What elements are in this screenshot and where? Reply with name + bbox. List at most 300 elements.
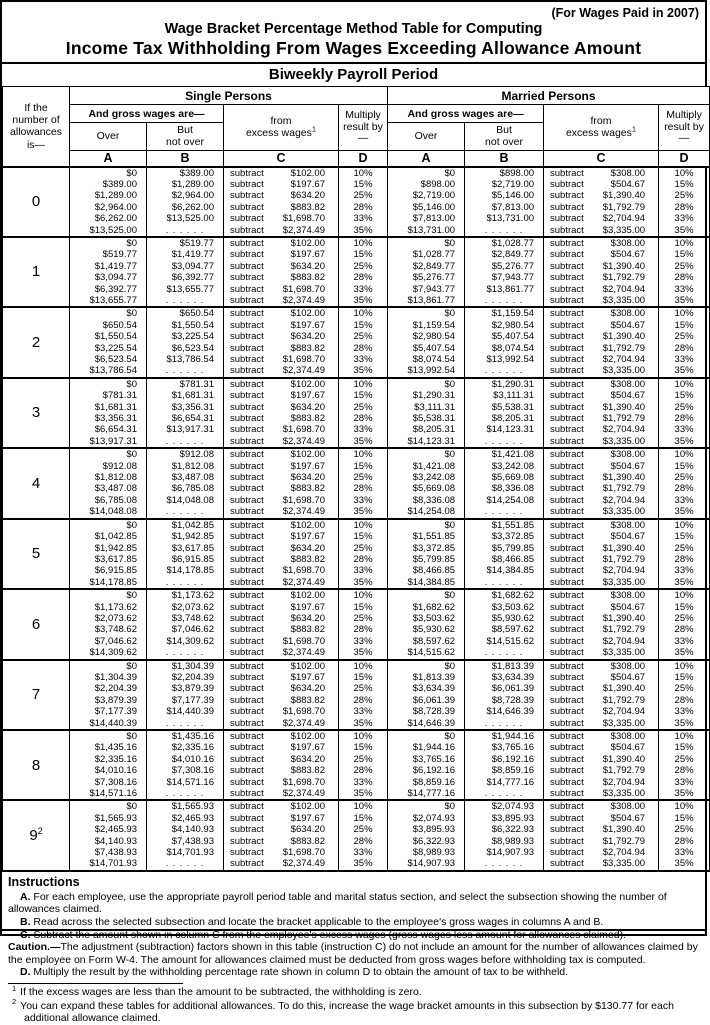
rate-cell: 25% [659, 613, 710, 624]
subtract-amount: $883.82 [290, 765, 325, 777]
over-cell: $1,421.08 [388, 461, 465, 472]
allowance-number: $9^2$ [3, 800, 70, 870]
subtract-cell [224, 754, 339, 765]
subtract-amount: $308.00 [610, 378, 646, 390]
rate-cell: 33% [659, 777, 710, 788]
table-row [3, 836, 710, 847]
rate-cell: 35% [339, 295, 388, 307]
rate-cell: 25% [339, 190, 388, 201]
subtract-cell [224, 225, 339, 237]
over-cell: $14,178.85 [70, 577, 147, 589]
subtract-word: subtract [550, 742, 584, 754]
over-cell: $2,719.00 [388, 190, 465, 201]
rate-cell: 28% [339, 483, 388, 494]
subtract-amount: $1,792.79 [602, 272, 646, 284]
table-row [3, 390, 710, 401]
rate-cell: 10% [339, 237, 388, 249]
not-over-cell: $6,915.85 [147, 554, 224, 565]
table-row [3, 307, 710, 319]
subtract-word: subtract [550, 683, 584, 695]
subtract-cell [544, 565, 659, 576]
subtract-cell [544, 402, 659, 413]
subtract-cell [544, 858, 659, 870]
subtract-amount: $883.82 [290, 342, 325, 354]
subtract-cell [224, 602, 339, 613]
rate-cell: 35% [339, 506, 388, 518]
over-cell: $8,597.62 [388, 636, 465, 647]
not-over-cell: $5,146.00 [465, 190, 544, 201]
subtract-cell [224, 284, 339, 295]
subtract-word: subtract [550, 378, 584, 390]
subtract-amount: $634.20 [290, 542, 325, 554]
subtract-cell [224, 589, 339, 601]
subtract-amount: $634.20 [290, 824, 325, 836]
rate-cell: 25% [339, 543, 388, 554]
subtract-cell [224, 331, 339, 342]
over-cell: $2,465.93 [70, 824, 147, 835]
subtract-amount: $504.67 [610, 601, 646, 613]
over-cell: $0 [388, 589, 465, 601]
subtract-word: subtract [230, 401, 264, 413]
rate-cell: 33% [339, 495, 388, 506]
subtract-word: subtract [230, 531, 264, 543]
table-row [3, 378, 710, 390]
subtract-word: subtract [550, 753, 584, 765]
over-cell: $5,669.08 [388, 483, 465, 494]
subtract-cell [544, 167, 659, 179]
over-cell: $14,440.39 [70, 718, 147, 730]
subtract-word: subtract [550, 765, 584, 777]
not-over-cell: $6,192.16 [465, 754, 544, 765]
subtract-cell [544, 495, 659, 506]
subtract-cell [544, 660, 659, 672]
subtract-word: subtract [550, 590, 584, 602]
rate-cell: 15% [659, 320, 710, 331]
not-over-cell: $650.54 [147, 307, 224, 319]
table-row [3, 660, 710, 672]
not-over-cell: $1,435.16 [147, 730, 224, 742]
subtract-word: subtract [550, 449, 584, 461]
subtract-amount: $504.67 [610, 460, 646, 472]
not-over-cell: $5,669.08 [465, 472, 544, 483]
subtract-word: subtract [230, 647, 264, 659]
not-over-cell: $8,989.93 [465, 836, 544, 847]
subtract-cell [544, 424, 659, 435]
not-over-cell: $6,322.93 [465, 824, 544, 835]
subtract-cell [224, 565, 339, 576]
subtract-cell [544, 378, 659, 390]
subtract-word: subtract [230, 378, 264, 390]
subtract-amount: $102.00 [290, 519, 325, 531]
subtract-cell [224, 636, 339, 647]
not-over-cell: $2,335.16 [147, 742, 224, 753]
subtract-word: subtract [550, 260, 584, 272]
not-over-cell: $1,565.93 [147, 800, 224, 812]
instruction-c-lead: C. [20, 928, 31, 941]
rate-cell: 15% [339, 531, 388, 542]
not-over-line: not over [485, 135, 523, 148]
subtract-word: subtract [550, 635, 584, 647]
subtract-amount: $3,335.00 [602, 647, 646, 659]
allowance-number: 8 [3, 730, 70, 800]
not-over-cell: $8,466.85 [465, 554, 544, 565]
not-over-cell: . . . . . . [147, 365, 224, 377]
over-cell: $14,646.39 [388, 718, 465, 730]
not-over-cell: $5,538.31 [465, 402, 544, 413]
subtract-amount: $102.00 [290, 660, 325, 672]
rate-cell: 28% [339, 202, 388, 213]
subtract-cell [224, 448, 339, 460]
over-cell: $2,074.93 [388, 813, 465, 824]
not-over-cell: $1,681.31 [147, 390, 224, 401]
over-cell: $14,309.62 [70, 647, 147, 659]
subtract-cell [544, 343, 659, 354]
excess-wages-header-single [224, 105, 339, 151]
subtract-word: subtract [230, 424, 264, 436]
not-over-cell: $14,384.85 [465, 565, 544, 576]
table-row [3, 331, 710, 342]
subtract-word: subtract [550, 706, 584, 718]
over-cell: $13,917.31 [70, 436, 147, 448]
rate-cell: 33% [339, 777, 388, 788]
subtract-word: subtract [550, 565, 584, 577]
over-cell: $6,322.93 [388, 836, 465, 847]
subtract-word: subtract [230, 249, 264, 261]
subtract-amount: $504.67 [610, 178, 646, 190]
subtract-amount: $634.20 [290, 472, 325, 484]
rate-cell: 15% [339, 179, 388, 190]
rate-cell: 10% [659, 237, 710, 249]
over-cell: $3,895.93 [388, 824, 465, 835]
subtract-amount: $883.82 [290, 694, 325, 706]
subtract-word: subtract [230, 776, 264, 788]
rate-cell: 15% [659, 531, 710, 542]
allowance-number: 7 [3, 660, 70, 730]
table-row [3, 413, 710, 424]
over-cell: $14,777.16 [388, 788, 465, 800]
subtract-amount: $308.00 [610, 519, 646, 531]
table-row [3, 284, 710, 295]
over-cell: $389.00 [70, 179, 147, 190]
not-over-cell: $3,879.39 [147, 683, 224, 694]
table-row [3, 543, 710, 554]
subtract-cell [224, 695, 339, 706]
subtract-amount: $2,704.94 [602, 354, 646, 365]
rate-cell: 35% [659, 718, 710, 730]
subtract-cell [544, 777, 659, 788]
subtract-word: subtract [550, 331, 584, 343]
footnote-1 [8, 983, 699, 999]
column-letter-d-single: D [339, 151, 388, 167]
not-over-cell: $2,074.93 [465, 800, 544, 812]
withholding-table [2, 86, 710, 872]
rate-cell: 25% [339, 402, 388, 413]
table-row [3, 202, 710, 213]
subtract-amount: $3,335.00 [602, 576, 646, 588]
subtract-amount: $634.20 [290, 683, 325, 695]
subtract-amount: $3,335.00 [602, 435, 646, 447]
over-header-single: Over [70, 123, 147, 151]
allowance-number: 2 [3, 307, 70, 377]
subtract-cell [224, 718, 339, 730]
subtract-cell [544, 249, 659, 260]
rate-cell: 28% [659, 695, 710, 706]
subtract-word: subtract [230, 190, 264, 202]
not-over-cell: $13,525.00 [147, 213, 224, 224]
rate-cell: 35% [339, 647, 388, 659]
table-row [3, 483, 710, 494]
subtract-word: subtract [230, 694, 264, 706]
rate-cell: 28% [659, 413, 710, 424]
subtract-amount: $3,335.00 [602, 788, 646, 800]
rate-cell: 35% [659, 506, 710, 518]
table-row [3, 624, 710, 635]
not-over-cell: $7,177.39 [147, 695, 224, 706]
instruction-d-lead: D. [20, 966, 31, 979]
rate-cell: 10% [339, 167, 388, 179]
over-cell: $1,682.62 [388, 602, 465, 613]
subtract-word: subtract [230, 683, 264, 695]
subtract-amount: $2,704.94 [602, 706, 646, 718]
subtract-cell [544, 413, 659, 424]
not-over-cell: $14,701.93 [147, 847, 224, 858]
but-line: But [496, 123, 512, 136]
subtract-cell [544, 672, 659, 683]
instruction-b-text: Read across the selected subsection and locate the bracket applicable to the employee's gross wages in columns A and B. [30, 916, 604, 929]
footnote-marker-1: 1 [311, 124, 317, 133]
table-row [3, 672, 710, 683]
but-not-over-header-married [465, 123, 544, 151]
over-cell: $8,859.16 [388, 777, 465, 788]
subtract-cell [544, 647, 659, 659]
subtract-word: subtract [550, 671, 584, 683]
subtract-word: subtract [230, 167, 264, 179]
allowance-number: 5 [3, 519, 70, 589]
subtract-cell [544, 261, 659, 272]
over-cell: $1,813.39 [388, 672, 465, 683]
over-cell: $1,173.62 [70, 602, 147, 613]
rate-cell: 15% [339, 813, 388, 824]
rate-cell: 35% [659, 225, 710, 237]
subtract-cell [224, 261, 339, 272]
subtract-word: subtract [550, 824, 584, 836]
subtract-word: subtract [550, 531, 584, 543]
rate-cell: 15% [659, 813, 710, 824]
table-row [3, 647, 710, 659]
subtract-amount: $1,698.70 [282, 494, 325, 506]
rate-cell: 10% [659, 378, 710, 390]
rate-cell: 25% [339, 824, 388, 835]
rate-cell: 35% [659, 365, 710, 377]
not-over-cell: $1,290.31 [465, 378, 544, 390]
table-row [3, 589, 710, 601]
not-over-cell: $1,551.85 [465, 519, 544, 531]
caution-lead: Caution.— [8, 941, 61, 954]
subtract-word: subtract [550, 847, 584, 859]
not-over-cell: . . . . . . [465, 506, 544, 518]
rate-cell: 35% [339, 718, 388, 730]
subtract-word: subtract [230, 272, 264, 284]
subtract-cell [224, 836, 339, 847]
subtract-amount: $1,792.79 [602, 342, 646, 354]
subtract-cell [224, 777, 339, 788]
subtract-amount: $1,390.40 [602, 190, 646, 202]
subtract-cell [224, 249, 339, 260]
over-cell: $781.31 [70, 390, 147, 401]
table-row [3, 602, 710, 613]
not-over-cell: $4,010.16 [147, 754, 224, 765]
subtract-amount: $2,374.49 [282, 717, 325, 729]
not-over-cell: $2,465.93 [147, 813, 224, 824]
rate-cell: 10% [659, 448, 710, 460]
over-cell: $5,146.00 [388, 202, 465, 213]
subtract-word: subtract [230, 472, 264, 484]
rate-cell: 25% [339, 683, 388, 694]
subtract-amount: $197.67 [290, 178, 325, 190]
rate-cell: 15% [659, 390, 710, 401]
over-cell: $14,907.93 [388, 858, 465, 870]
not-over-cell: $13,992.54 [465, 354, 544, 365]
subtract-amount: $634.20 [290, 753, 325, 765]
subtract-word: subtract [550, 542, 584, 554]
subtract-cell [224, 554, 339, 565]
subtract-word: subtract [230, 460, 264, 472]
not-over-cell: $389.00 [147, 167, 224, 179]
subtract-word: subtract [230, 294, 264, 306]
table-row [3, 213, 710, 224]
over-cell: $7,438.93 [70, 847, 147, 858]
subtract-word: subtract [550, 576, 584, 588]
subtract-amount: $1,792.79 [602, 835, 646, 847]
subtract-word: subtract [550, 776, 584, 788]
subtract-amount: $2,374.49 [282, 858, 325, 870]
rate-cell: 28% [339, 765, 388, 776]
subtract-amount: $634.20 [290, 612, 325, 624]
over-cell: $1,812.08 [70, 472, 147, 483]
subtract-word: subtract [230, 717, 264, 729]
subtract-word: subtract [230, 590, 264, 602]
subtract-cell [544, 483, 659, 494]
subtract-amount: $1,792.79 [602, 483, 646, 495]
not-over-cell: $3,895.93 [465, 813, 544, 824]
not-over-cell: . . . . . . [465, 718, 544, 730]
subtract-cell [224, 858, 339, 870]
rate-cell: 28% [659, 272, 710, 283]
over-cell: $6,192.16 [388, 765, 465, 776]
footnote-2-marker: 2 [12, 997, 17, 1007]
not-over-cell: $3,356.31 [147, 402, 224, 413]
subtract-cell [224, 660, 339, 672]
rate-cell: 33% [659, 706, 710, 717]
table-row [3, 448, 710, 460]
subtract-amount: $102.00 [290, 378, 325, 390]
subtract-cell [224, 213, 339, 224]
subtract-amount: $2,704.94 [602, 213, 646, 225]
subtract-word: subtract [550, 858, 584, 870]
subtract-cell [544, 320, 659, 331]
rate-cell: 28% [659, 765, 710, 776]
subtract-word: subtract [550, 390, 584, 402]
rate-cell: 28% [339, 836, 388, 847]
excess-line2: excess wages [245, 126, 312, 139]
subtract-cell [544, 543, 659, 554]
not-over-cell: . . . . . . [147, 718, 224, 730]
rate-cell: 33% [659, 424, 710, 435]
subtract-cell [544, 613, 659, 624]
subtract-amount: $504.67 [610, 671, 646, 683]
over-cell: $0 [388, 237, 465, 249]
rate-cell: 10% [339, 589, 388, 601]
rate-cell: 15% [339, 249, 388, 260]
subtract-cell [544, 636, 659, 647]
subtract-amount: $197.67 [290, 742, 325, 754]
subtract-amount: $504.67 [610, 319, 646, 331]
instruction-a [8, 891, 699, 916]
over-cell: $7,177.39 [70, 706, 147, 717]
gross-wages-header-single: And gross wages are— [70, 105, 224, 123]
subtract-word: subtract [550, 178, 584, 190]
not-over-cell: $3,487.08 [147, 472, 224, 483]
footnote-1-text: If the excess wages are less than the amount to be subtracted, the withholding is zero. [20, 986, 422, 999]
instruction-a-lead: A. [20, 890, 31, 903]
subtract-amount: $3,335.00 [602, 294, 646, 306]
subtract-word: subtract [550, 801, 584, 813]
not-over-cell: $7,046.62 [147, 624, 224, 635]
not-over-cell: $7,943.77 [465, 272, 544, 283]
rate-cell: 28% [339, 272, 388, 283]
over-cell: $6,061.39 [388, 695, 465, 706]
over-cell: $14,515.62 [388, 647, 465, 659]
subtract-word: subtract [550, 835, 584, 847]
table-row [3, 225, 710, 237]
subtract-word: subtract [230, 601, 264, 613]
subtract-cell [544, 836, 659, 847]
not-over-cell: $13,861.77 [465, 284, 544, 295]
table-row [3, 343, 710, 354]
subtract-amount: $102.00 [290, 237, 325, 249]
rate-cell: 33% [659, 847, 710, 858]
over-cell: $1,028.77 [388, 249, 465, 260]
subtract-cell [544, 554, 659, 565]
subtract-cell [544, 730, 659, 742]
subtract-amount: $3,335.00 [602, 224, 646, 236]
subtract-word: subtract [550, 494, 584, 506]
subtract-word: subtract [550, 213, 584, 225]
over-cell: $0 [388, 660, 465, 672]
over-cell: $13,731.00 [388, 225, 465, 237]
subtract-cell [544, 754, 659, 765]
over-cell: $8,466.85 [388, 565, 465, 576]
not-over-cell: $14,646.39 [465, 706, 544, 717]
not-over-cell: . . . . . . [465, 436, 544, 448]
gross-wages-header-married: And gross wages are— [388, 105, 544, 123]
rate-cell: 15% [659, 249, 710, 260]
rate-cell: 33% [339, 706, 388, 717]
over-cell: $0 [388, 307, 465, 319]
rate-cell: 25% [659, 824, 710, 835]
subtract-amount: $102.00 [290, 731, 325, 742]
subtract-word: subtract [230, 483, 264, 495]
rate-cell: 25% [659, 543, 710, 554]
column-letter-a-single: A [70, 151, 147, 167]
subtract-amount: $1,698.70 [282, 424, 325, 436]
not-over-cell: $1,419.77 [147, 249, 224, 260]
subtract-word: subtract [550, 167, 584, 179]
rate-cell: 35% [339, 577, 388, 589]
over-cell: $1,159.54 [388, 320, 465, 331]
instruction-caution [8, 941, 699, 966]
subtract-amount: $308.00 [610, 660, 646, 672]
